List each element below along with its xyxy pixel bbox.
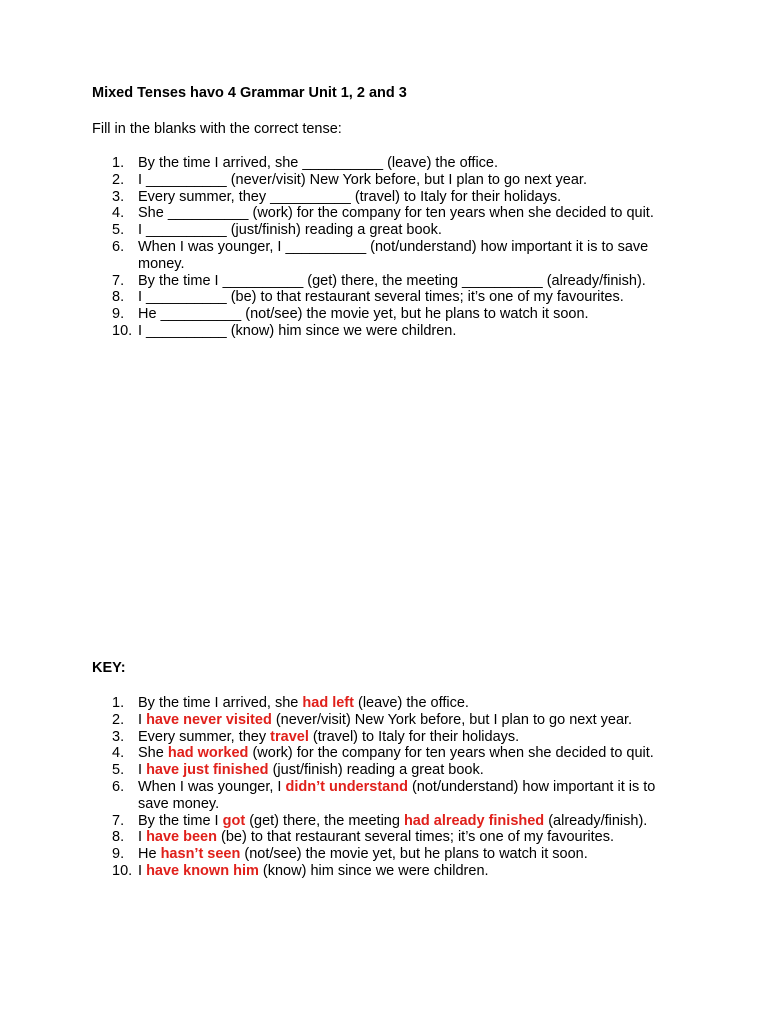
item-number: 9. bbox=[112, 306, 125, 323]
item-number: 6. bbox=[112, 238, 125, 255]
answer-item bbox=[92, 779, 672, 813]
item-text: He bbox=[138, 846, 161, 863]
item-number: 8. bbox=[112, 289, 125, 306]
exercise-item bbox=[92, 273, 672, 290]
answer-text: had left bbox=[302, 695, 354, 711]
item-text: (already/finish). bbox=[544, 812, 648, 829]
answer-item bbox=[92, 712, 672, 729]
answer-item bbox=[92, 846, 672, 863]
item-text: I __________ (just/finish) reading a great book. bbox=[138, 222, 442, 239]
item-number: 7. bbox=[112, 272, 125, 289]
item-number: 7. bbox=[112, 812, 125, 829]
item-number: 9. bbox=[112, 846, 125, 863]
answer-item bbox=[92, 695, 672, 712]
answer-item bbox=[92, 762, 672, 779]
answer-text: have just finished bbox=[146, 762, 269, 779]
item-text: When I was younger, I bbox=[138, 778, 286, 795]
answer-item bbox=[92, 745, 672, 762]
item-text: I bbox=[138, 829, 147, 846]
exercise-item bbox=[92, 239, 672, 273]
item-text: By the time I __________ (get) there, the meeting __________ (already/finish). bbox=[138, 272, 646, 289]
item-text: (get) there, the meeting bbox=[245, 812, 404, 829]
answer-item bbox=[92, 813, 672, 830]
answer-text: travel bbox=[270, 728, 309, 745]
item-text: (not/understand) how important it is to save money. bbox=[138, 778, 656, 812]
exercise-item bbox=[92, 306, 672, 323]
item-text: Every summer, they bbox=[138, 728, 271, 745]
item-text: (never/visit) New York before, but I plan to go next year. bbox=[271, 711, 633, 728]
item-number: 1. bbox=[112, 155, 125, 171]
exercise-item bbox=[92, 205, 672, 222]
answer-item bbox=[92, 729, 672, 746]
item-text: When I was younger, I __________ (not/understand) how important it is to save money. bbox=[138, 238, 649, 272]
answer-text: got bbox=[222, 812, 246, 829]
item-number: 5. bbox=[112, 762, 125, 779]
item-number: 4. bbox=[112, 205, 125, 222]
answer-text: hasn’t seen bbox=[160, 846, 241, 863]
answer-text: had worked bbox=[167, 745, 249, 762]
key-heading: KEY: bbox=[92, 660, 126, 676]
item-text: I __________ (never/visit) New York before, but I plan to go next year. bbox=[138, 171, 587, 188]
item-number: 4. bbox=[112, 745, 125, 762]
item-text: (be) to that restaurant several times; it’s one of my favourites. bbox=[216, 829, 615, 846]
answer-text: didn’t understand bbox=[285, 778, 408, 795]
document-title: Mixed Tenses havo 4 Grammar Unit 1, 2 and 3 bbox=[92, 85, 407, 101]
answer-text: have known him bbox=[146, 862, 259, 879]
exercise-item bbox=[92, 172, 672, 189]
item-text: I __________ (know) him since we were children. bbox=[138, 322, 457, 339]
item-text: She __________ (work) for the company for ten years when she decided to quit. bbox=[138, 205, 654, 222]
item-text: Every summer, they __________ (travel) to Italy for their holidays. bbox=[138, 188, 562, 205]
item-text: He __________ (not/see) the movie yet, but he plans to watch it soon. bbox=[138, 306, 589, 323]
item-number: 1. bbox=[112, 695, 125, 711]
item-text: I bbox=[138, 762, 147, 779]
item-text: I __________ (be) to that restaurant several times; it’s one of my favourites. bbox=[138, 289, 624, 306]
item-text: By the time I arrived, she bbox=[138, 695, 303, 711]
item-text: By the time I bbox=[138, 812, 223, 829]
answer-key-list bbox=[92, 695, 672, 880]
item-text: (leave) the office. bbox=[353, 695, 469, 711]
item-text: She bbox=[138, 745, 168, 762]
item-number: 6. bbox=[112, 778, 125, 795]
item-number: 5. bbox=[112, 222, 125, 239]
instruction-text: Fill in the blanks with the correct tense: bbox=[92, 121, 342, 137]
exercise-item bbox=[92, 189, 672, 206]
exercise-item bbox=[92, 155, 672, 172]
item-text: (travel) to Italy for their holidays. bbox=[308, 728, 520, 745]
item-text: (work) for the company for ten years when she decided to quit. bbox=[248, 745, 654, 762]
item-text: (know) him since we were children. bbox=[258, 862, 489, 879]
answer-text: had already finished bbox=[403, 812, 545, 829]
answer-text: have been bbox=[146, 829, 217, 846]
item-number: 10. bbox=[112, 322, 133, 339]
item-number: 2. bbox=[112, 711, 125, 728]
exercise-item bbox=[92, 289, 672, 306]
item-text: I bbox=[138, 862, 147, 879]
item-number: 3. bbox=[112, 728, 125, 745]
item-text: (just/finish) reading a great book. bbox=[268, 762, 484, 779]
exercise-list bbox=[92, 155, 672, 340]
item-text: (not/see) the movie yet, but he plans to watch it soon. bbox=[240, 846, 588, 863]
exercise-item bbox=[92, 222, 672, 239]
answer-item bbox=[92, 863, 672, 880]
item-number: 2. bbox=[112, 171, 125, 188]
item-number: 3. bbox=[112, 188, 125, 205]
item-number: 10. bbox=[112, 862, 133, 879]
answer-item bbox=[92, 829, 672, 846]
exercise-item bbox=[92, 323, 672, 340]
item-number: 8. bbox=[112, 829, 125, 846]
answer-text: have never visited bbox=[146, 711, 272, 728]
item-text: I bbox=[138, 711, 147, 728]
item-text: By the time I arrived, she __________ (leave) the office. bbox=[138, 155, 499, 171]
